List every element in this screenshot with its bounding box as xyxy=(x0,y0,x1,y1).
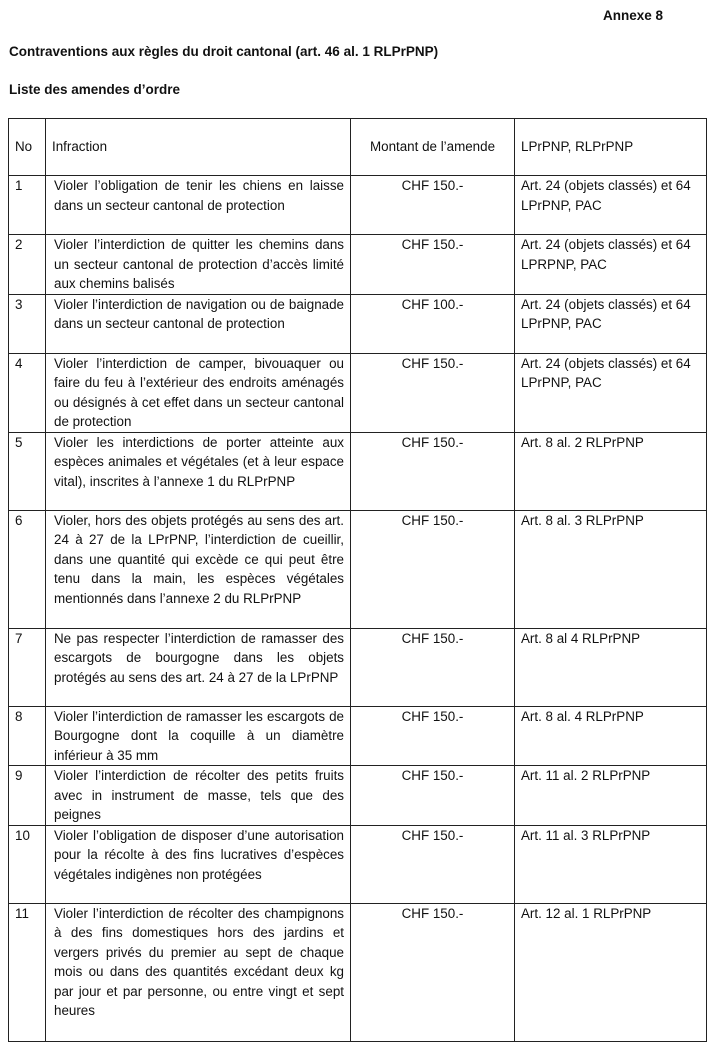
row-infraction: Violer l’interdiction de ramasser les escargots de Bourgogne dont la coquille à un diamètre inférieur à 35 mm xyxy=(46,706,351,766)
row-infraction: Violer l’interdiction de camper, bivouaquer ou faire du feu à l’extérieur des endroits aménagés ou désignés à cet effet dans un secteur cantonal de protection xyxy=(46,353,351,432)
row-reference: Art. 8 al. 4 RLPrPNP xyxy=(515,706,707,766)
row-amount: CHF 150.- xyxy=(351,510,515,628)
row-reference: Art. 11 al. 3 RLPrPNP xyxy=(515,825,707,903)
table-header-row xyxy=(9,119,707,176)
table-row xyxy=(9,628,707,706)
annex-label: Annexe 8 xyxy=(602,8,663,23)
fines-table xyxy=(8,118,707,1042)
row-number: 10 xyxy=(9,825,46,903)
row-reference: Art. 24 (objets classés) et 64 LPRPNP, PAC xyxy=(515,235,707,295)
header-reference: LPrPNP, RLPrPNP xyxy=(515,119,707,176)
row-amount: CHF 150.- xyxy=(351,706,515,766)
row-number: 9 xyxy=(9,766,46,826)
table-body xyxy=(9,176,707,1042)
row-amount: CHF 150.- xyxy=(351,903,515,1041)
table-row xyxy=(9,825,707,903)
row-reference: Art. 8 al. 2 RLPrPNP xyxy=(515,432,707,510)
table-row xyxy=(9,706,707,766)
row-reference: Art. 12 al. 1 RLPrPNP xyxy=(515,903,707,1041)
row-number: 4 xyxy=(9,353,46,432)
row-reference: Art. 8 al. 3 RLPrPNP xyxy=(515,510,707,628)
table-row xyxy=(9,432,707,510)
table-row xyxy=(9,510,707,628)
row-amount: CHF 150.- xyxy=(351,176,515,235)
row-amount: CHF 150.- xyxy=(351,766,515,826)
table-row xyxy=(9,766,707,826)
row-infraction: Violer l’interdiction de récolter des champignons à des fins domestiques hors des jardins et vergers privés du premier au sept de chaque mois ou dans des quantités excédant deux kg par jour et par personne, ou entre vingt et sept heures xyxy=(46,903,351,1041)
row-reference: Art. 24 (objets classés) et 64 LPrPNP, PAC xyxy=(515,294,707,353)
row-number: 5 xyxy=(9,432,46,510)
row-amount: CHF 100.- xyxy=(351,294,515,353)
row-amount: CHF 150.- xyxy=(351,235,515,295)
row-number: 3 xyxy=(9,294,46,353)
row-amount: CHF 150.- xyxy=(351,432,515,510)
row-amount: CHF 150.- xyxy=(351,628,515,706)
table-row xyxy=(9,903,707,1041)
table-row xyxy=(9,294,707,353)
table-row xyxy=(9,353,707,432)
row-number: 8 xyxy=(9,706,46,766)
row-amount: CHF 150.- xyxy=(351,825,515,903)
row-infraction: Violer l’interdiction de navigation ou de baignade dans un secteur cantonal de protection xyxy=(46,294,351,353)
row-number: 11 xyxy=(9,903,46,1041)
row-reference: Art. 24 (objets classés) et 64 LPrPNP, PAC xyxy=(515,176,707,235)
row-infraction: Violer, hors des objets protégés au sens des art. 24 à 27 de la LPrPNP, l’interdiction de cueillir, dans une quantité qui excède ce qui peut être tenu dans la main, les espèces végétales mentionnés dans l’annexe 2 du RLPrPNP xyxy=(46,510,351,628)
row-infraction: Violer l’interdiction de quitter les chemins dans un secteur cantonal de protection d’accès limité aux chemins balisés xyxy=(46,235,351,295)
row-number: 2 xyxy=(9,235,46,295)
row-infraction: Violer l’interdiction de récolter des petits fruits avec in instrument de masse, tels que des peignes xyxy=(46,766,351,826)
row-reference: Art. 24 (objets classés) et 64 LPrPNP, PAC xyxy=(515,353,707,432)
row-number: 6 xyxy=(9,510,46,628)
row-amount: CHF 150.- xyxy=(351,353,515,432)
header-no: No xyxy=(9,119,46,176)
row-infraction: Violer l’obligation de disposer d’une autorisation pour la récolte à des fins lucratives d’espèces végétales indigènes non protégées xyxy=(46,825,351,903)
row-infraction: Violer les interdictions de porter atteinte aux espèces animales et végétales (et à leur espace vital), inscrites à l’annexe 1 du RLPrPNP xyxy=(46,432,351,510)
row-reference: Art. 11 al. 2 RLPrPNP xyxy=(515,766,707,826)
row-number: 1 xyxy=(9,176,46,235)
row-reference: Art. 8 al 4 RLPrPNP xyxy=(515,628,707,706)
table-row xyxy=(9,176,707,235)
row-infraction: Ne pas respecter l’interdiction de ramasser des escargots de bourgogne dans les objets protégés au sens des art. 24 à 27 de la LPrPNP xyxy=(46,628,351,706)
table-row xyxy=(9,235,707,295)
document-subtitle: Liste des amendes d’ordre xyxy=(9,82,181,97)
row-number: 7 xyxy=(9,628,46,706)
header-infraction: Infraction xyxy=(46,119,351,176)
document-title: Contraventions aux règles du droit cantonal (art. 46 al. 1 RLPrPNP) xyxy=(9,44,439,59)
header-amount: Montant de l’amende xyxy=(351,119,515,176)
row-infraction: Violer l’obligation de tenir les chiens en laisse dans un secteur cantonal de protection xyxy=(46,176,351,235)
